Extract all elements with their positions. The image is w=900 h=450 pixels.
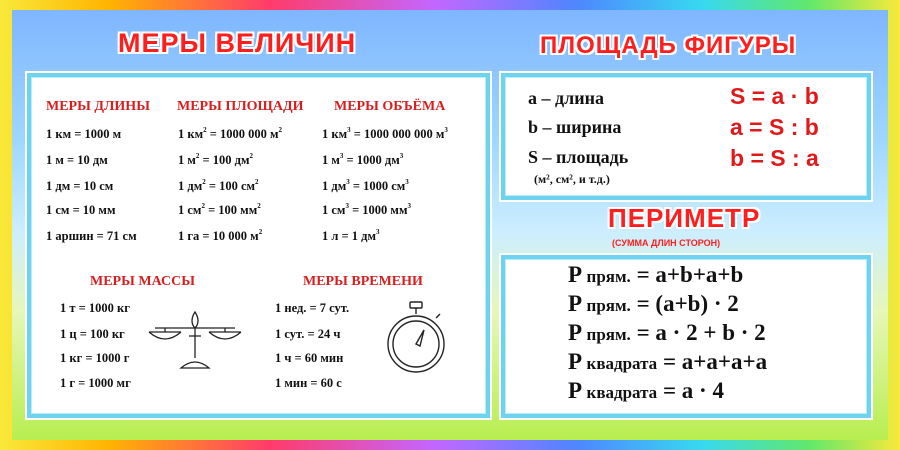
exponent: 2: [257, 202, 261, 210]
exponent: 2: [278, 126, 282, 134]
length-heading: МЕРЫ ДЛИНЫ: [46, 99, 150, 114]
area-title: ПЛОЩАДЬ ФИГУРЫ: [540, 32, 797, 59]
exponent: 3: [444, 126, 448, 134]
area-label-s: S – площадь: [528, 147, 629, 167]
formula-expression: = a+a+a+a: [657, 349, 768, 374]
row-text: 1 см: [178, 203, 202, 217]
perimeter-title: ПЕРИМЕТР: [608, 203, 761, 233]
length-row: 1 м = 10 дм: [46, 153, 108, 167]
perimeter-symbol: P: [568, 320, 581, 345]
exponent: 2: [195, 152, 200, 160]
exponent: 2: [202, 178, 206, 186]
formula-expression: = (a+b) · 2: [630, 291, 739, 316]
row-text: = 100 дм: [199, 153, 250, 167]
time-row: 1 нед. = 7 сут.: [275, 301, 350, 315]
area-measures-heading: МЕРЫ ПЛОЩАДИ: [177, 99, 304, 114]
mass-row: 1 т = 1000 кг: [60, 301, 130, 315]
volume-heading: МЕРЫ ОБЪЁМА: [334, 99, 446, 114]
time-row: 1 мин = 60 с: [275, 376, 342, 390]
mass-heading: МЕРЫ МАССЫ: [90, 274, 195, 289]
perimeter-formula: [568, 320, 766, 346]
row-text: 1 м: [178, 153, 196, 167]
exponent: 2: [203, 126, 207, 134]
exponent: 2: [201, 202, 205, 210]
area-measures-row: [178, 127, 282, 142]
perimeter-symbol: P: [568, 262, 581, 287]
length-row: 1 дм = 10 см: [46, 179, 114, 193]
figure-kind: прям.: [586, 296, 631, 315]
exponent: 3: [347, 126, 351, 134]
perimeter-symbol: P: [568, 349, 581, 374]
perimeter-subtitle: (СУММА ДЛИН СТОРОН): [612, 238, 721, 248]
perimeter-symbol: P: [568, 291, 581, 316]
exponent: 2: [255, 178, 259, 186]
area-formula: b = S : a: [730, 145, 819, 171]
row-text: = 1000 000 000 м: [350, 127, 445, 141]
length-row: 1 км = 1000 м: [46, 127, 122, 141]
row-text: = 1000 мм: [348, 203, 408, 217]
row-text: 1 л = 1 дм: [322, 229, 376, 243]
length-row: 1 см = 10 мм: [46, 203, 116, 217]
volume-row: [322, 203, 411, 218]
area-label-b: b – ширина: [528, 117, 622, 137]
area-label-a: a – длина: [528, 88, 604, 108]
exponent: 3: [405, 178, 409, 186]
exponent: 3: [375, 228, 380, 236]
row-text: = 1000 см: [349, 179, 406, 193]
figure-kind: прям.: [586, 325, 631, 344]
row-text: 1 дм: [322, 179, 347, 193]
row-text: = 1000 000 м: [206, 127, 279, 141]
perimeter-formula: [568, 378, 724, 404]
mass-row: 1 кг = 1000 г: [60, 351, 130, 365]
scales-icon: [145, 306, 245, 370]
area-measures-row: [178, 153, 253, 168]
row-text: 1 км: [178, 127, 204, 141]
stopwatch-icon: [384, 300, 448, 374]
exponent: 3: [345, 202, 349, 210]
area-formula: S = a · b: [730, 83, 819, 109]
row-text: 1 м: [322, 153, 340, 167]
exponent: 3: [339, 152, 344, 160]
formula-expression: = a · 2 + b · 2: [630, 320, 766, 345]
mass-row: 1 ц = 100 кг: [60, 327, 125, 341]
time-row: 1 сут. = 24 ч: [275, 327, 341, 341]
volume-row: [322, 229, 379, 244]
formula-expression: = a+b+a+b: [630, 262, 744, 287]
exponent: 2: [258, 228, 263, 236]
row-text: 1 га = 10 000 м: [178, 229, 259, 243]
volume-row: [322, 179, 409, 194]
exponent: 3: [399, 152, 404, 160]
exponent: 3: [346, 178, 350, 186]
volume-row: [322, 127, 448, 142]
time-heading: МЕРЫ ВРЕМЕНИ: [303, 274, 423, 289]
figure-kind: квадрата: [586, 354, 658, 373]
area-measures-row: [178, 229, 262, 244]
row-text: = 1000 дм: [343, 153, 400, 167]
area-units-note: (м², см², и т.д.): [534, 172, 610, 186]
exponent: 2: [249, 152, 253, 160]
main-title: МЕРЫ ВЕЛИЧИН: [118, 28, 357, 58]
row-text: 1 см: [322, 203, 346, 217]
area-measures-row: [178, 203, 261, 218]
length-row: 1 аршин = 71 см: [46, 229, 137, 243]
row-text: = 100 мм: [204, 203, 258, 217]
area-measures-row: [178, 179, 259, 194]
figure-kind: квадрата: [586, 383, 658, 402]
formula-expression: = a · 4: [657, 378, 724, 403]
perimeter-formula: [568, 262, 743, 288]
time-row: 1 ч = 60 мин: [275, 351, 344, 365]
perimeter-symbol: P: [568, 378, 581, 403]
volume-row: [322, 153, 403, 168]
area-formula: a = S : b: [730, 114, 819, 140]
exponent: 3: [407, 202, 411, 210]
perimeter-formula: [568, 291, 739, 317]
figure-kind: прям.: [586, 267, 631, 286]
mass-row: 1 г = 1000 мг: [60, 376, 131, 390]
row-text: 1 км: [322, 127, 348, 141]
perimeter-formula: [568, 349, 767, 375]
row-text: 1 дм: [178, 179, 203, 193]
row-text: = 100 см: [205, 179, 256, 193]
